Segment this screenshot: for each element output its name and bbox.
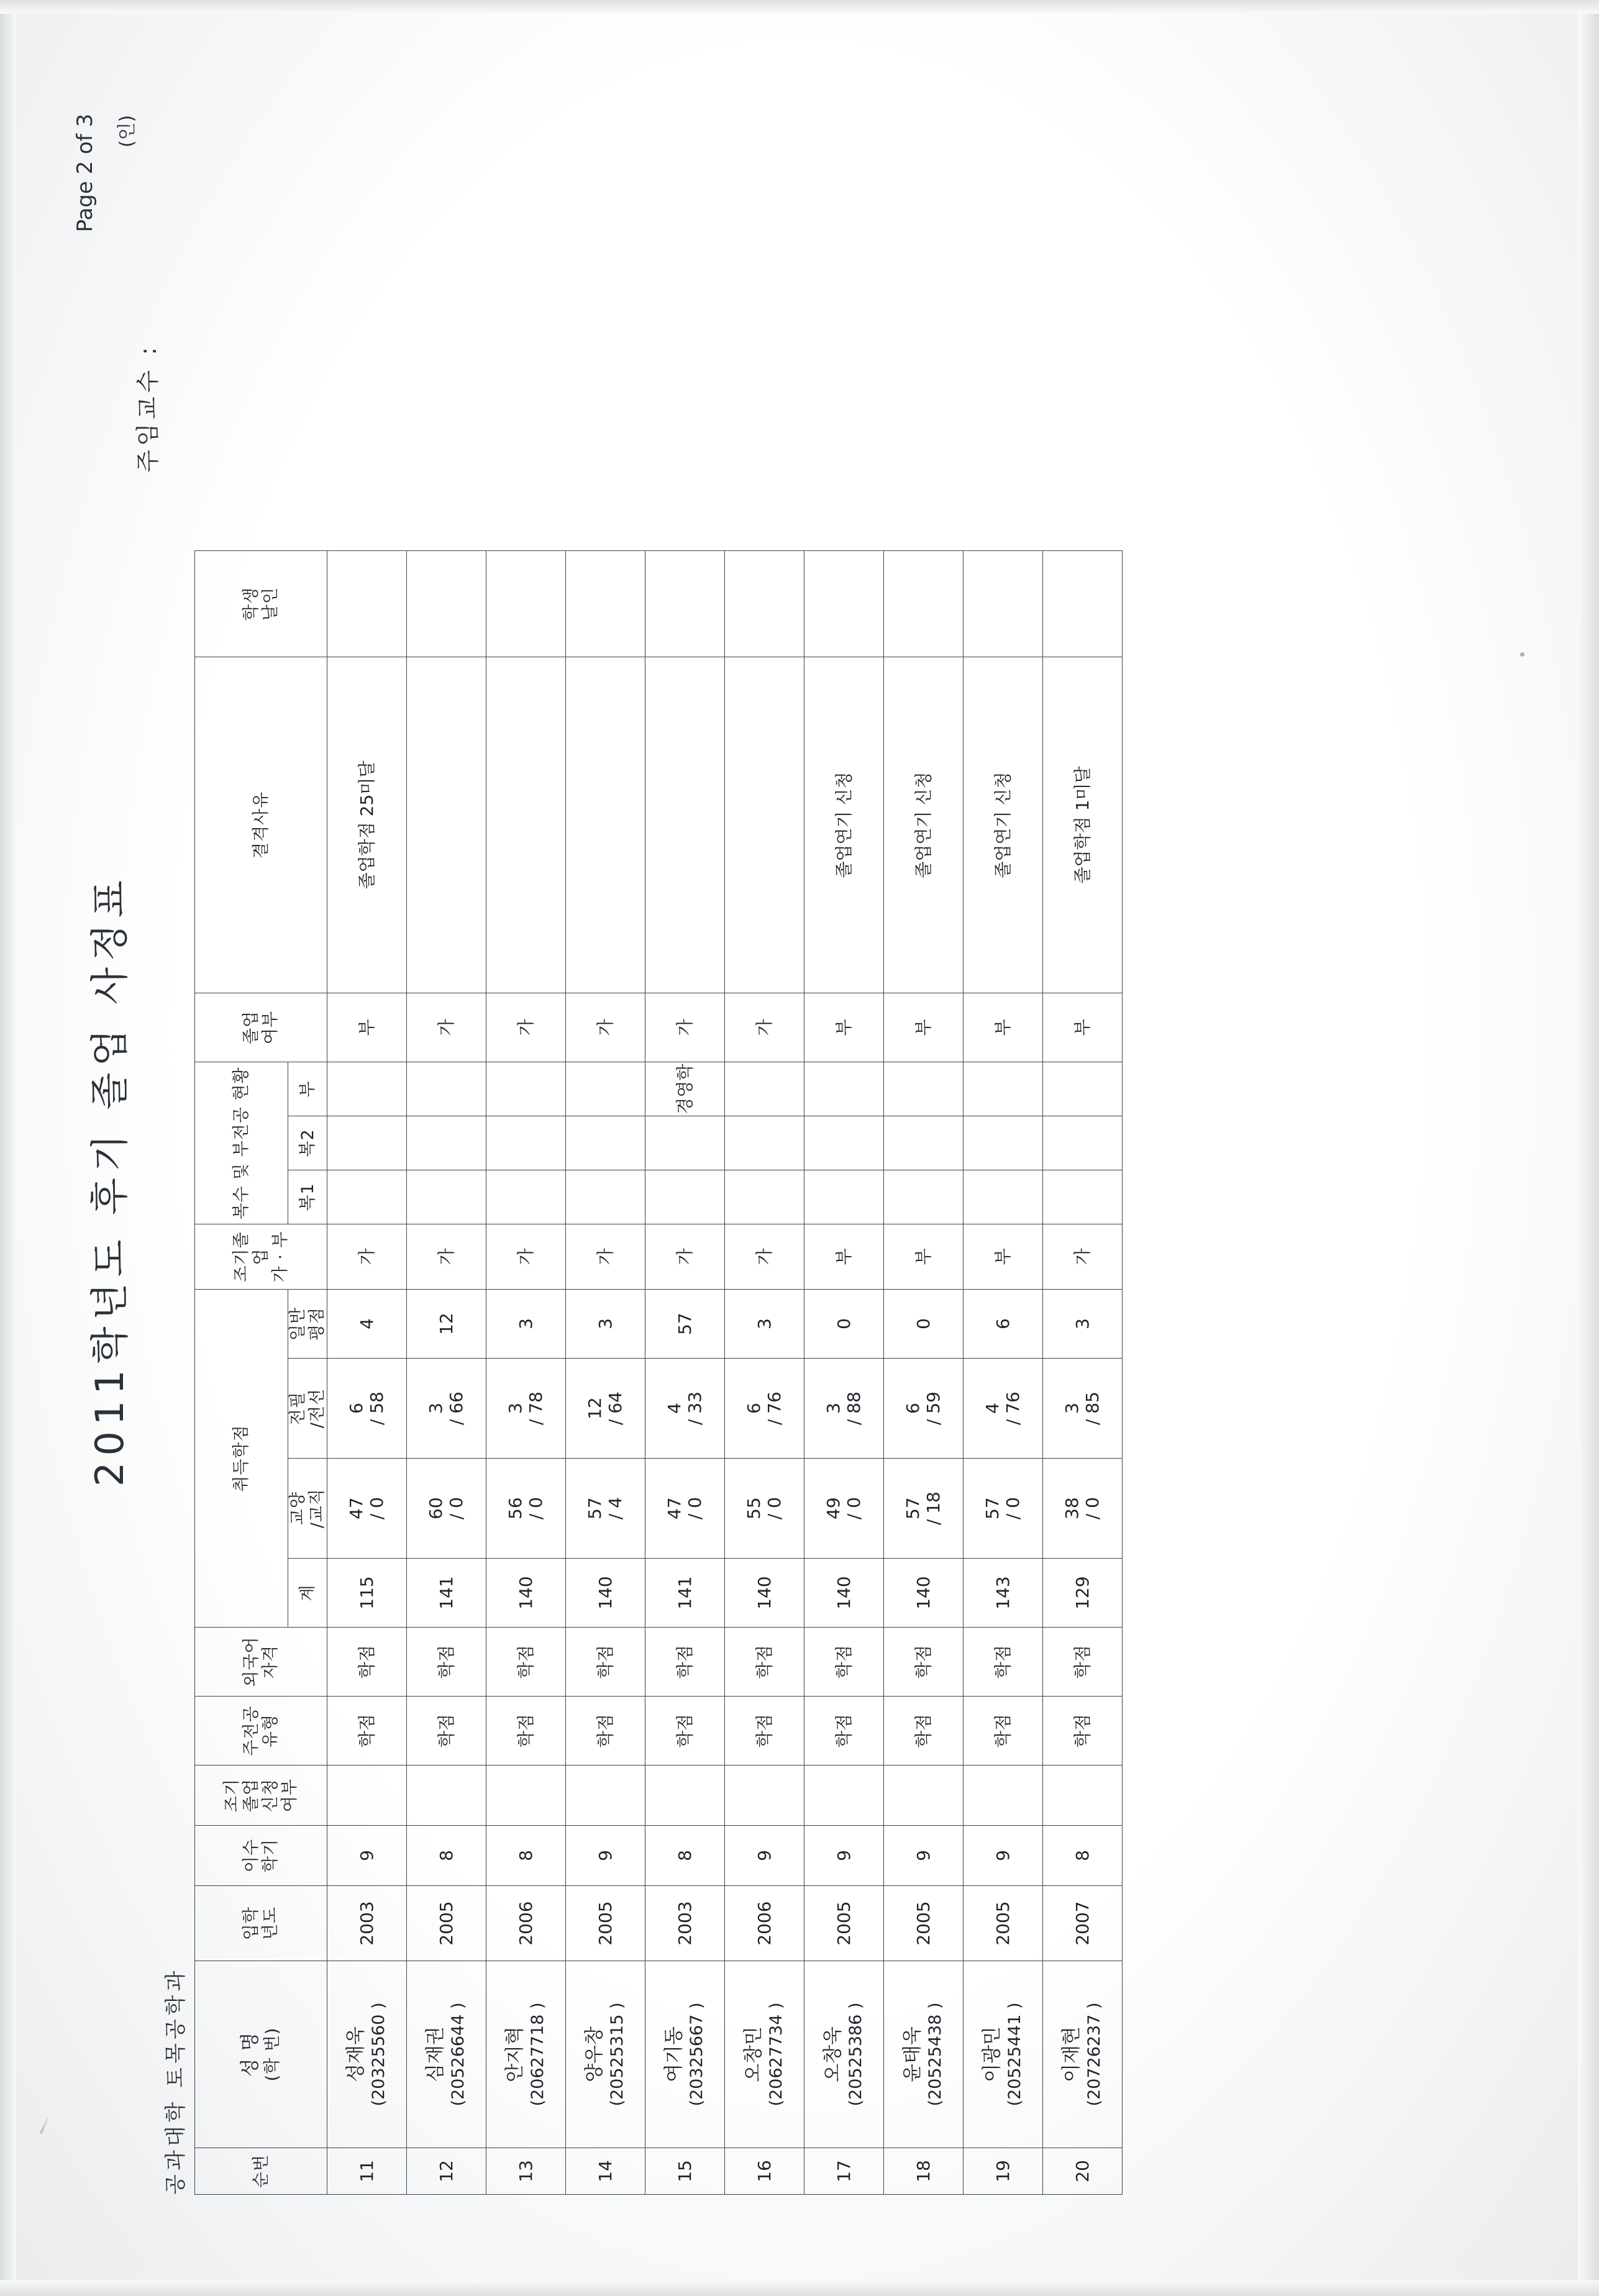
credits-general-den: / 76 (1002, 1392, 1023, 1425)
cell-name (566, 1961, 645, 2148)
cell-semesters: 8 (645, 1826, 725, 1886)
cell-enroll-year: 2003 (645, 1886, 725, 1961)
cell-early-grad (327, 1765, 407, 1826)
cell-credits-general (964, 1359, 1043, 1459)
credits-general-den: / 66 (445, 1392, 467, 1425)
cell-reason (645, 657, 725, 993)
cell-name (486, 1961, 566, 2148)
col-minor: 부 (288, 1062, 327, 1116)
credits-major-den: / 4 (604, 1496, 626, 1520)
credits-major-den: / 0 (445, 1496, 467, 1520)
cell-credits-total: 140 (486, 1559, 566, 1628)
page-number: Page 2 of 3 (73, 114, 98, 232)
col-reason: 결격사유 (195, 657, 327, 993)
col-signature: 학생 날인 (195, 551, 327, 657)
cell-gpa: 4 (327, 1290, 407, 1359)
col-credits-group: 취득학점 (195, 1290, 288, 1628)
cell-grad-ok: 가 (725, 993, 804, 1062)
student-id: (20525315 ) (607, 2002, 627, 2107)
cell-semesters: 9 (566, 1826, 645, 1886)
cell-credits-total: 143 (964, 1559, 1043, 1628)
cell-no: 15 (645, 2148, 725, 2195)
cell-enroll-year: 2003 (327, 1886, 407, 1961)
cell-name (884, 1961, 964, 2148)
cell-credits-total: 140 (725, 1559, 804, 1628)
cell-semesters: 9 (725, 1826, 804, 1886)
cell-credits-major (1043, 1459, 1123, 1559)
cell-credits-general (327, 1359, 407, 1459)
cell-major-type: 학점 (486, 1697, 566, 1765)
table-header (195, 551, 327, 2195)
cell-minor: 경영학 (645, 1062, 725, 1116)
cell-early-ok: 부 (804, 1224, 884, 1290)
col-multi-major-group: 복수 및 부전공 현황 (195, 1062, 288, 1224)
cell-double-major-2 (964, 1116, 1043, 1170)
cell-early-grad (486, 1765, 566, 1826)
cell-double-major-2 (884, 1116, 964, 1170)
cell-double-major-1 (964, 1170, 1043, 1224)
cell-early-grad (566, 1765, 645, 1826)
student-name: 이광민 (981, 2026, 1004, 2082)
credits-major-num: 57 (585, 1497, 606, 1519)
cell-reason (486, 657, 566, 993)
cell-minor (725, 1062, 804, 1116)
col-semesters: 이수 학기 (195, 1826, 327, 1886)
cell-name (1043, 1961, 1123, 2148)
cell-credits-general (645, 1359, 725, 1459)
cell-enroll-year: 2005 (804, 1886, 884, 1961)
student-name: 성재욱 (345, 2026, 368, 2082)
student-name: 오창민 (742, 2026, 765, 2082)
col-major-type: 주전공 유형 (195, 1697, 327, 1765)
cell-signature (486, 551, 566, 657)
cell-credits-major (725, 1459, 804, 1559)
cell-signature (645, 551, 725, 657)
cell-no: 12 (407, 2148, 486, 2195)
student-name: 심재권 (424, 2026, 447, 2082)
cell-credits-general (884, 1359, 964, 1459)
cell-reason (566, 657, 645, 993)
student-id: (20525438 ) (925, 2002, 945, 2107)
cell-early-ok: 가 (725, 1224, 804, 1290)
cell-semesters: 8 (407, 1826, 486, 1886)
cell-no: 13 (486, 2148, 566, 2195)
cell-reason: 졸업연기 신청 (964, 657, 1043, 993)
cell-credits-total: 141 (645, 1559, 725, 1628)
scan-edge-right (1578, 0, 1599, 2296)
cell-no: 20 (1043, 2148, 1123, 2195)
cell-lang-cert: 학점 (566, 1628, 645, 1697)
cell-credits-general (566, 1359, 645, 1459)
credits-major-num: 55 (744, 1497, 765, 1519)
cell-early-grad (964, 1765, 1043, 1826)
cell-double-major-2 (486, 1116, 566, 1170)
cell-minor (804, 1062, 884, 1116)
cell-early-grad (645, 1765, 725, 1826)
cell-early-ok: 부 (884, 1224, 964, 1290)
cell-double-major-2 (566, 1116, 645, 1170)
cell-credits-general (804, 1359, 884, 1459)
cell-credits-general (725, 1359, 804, 1459)
cell-reason: 졸업학점 25미달 (327, 657, 407, 993)
credits-major-den: / 0 (1002, 1496, 1023, 1520)
cell-reason: 졸업연기 신청 (804, 657, 884, 993)
cell-semesters: 9 (964, 1826, 1043, 1886)
cell-gpa: 0 (804, 1290, 884, 1359)
cell-credits-major (645, 1459, 725, 1559)
credits-general-num: 6 (346, 1403, 367, 1414)
cell-reason: 졸업학점 1미달 (1043, 657, 1123, 993)
cell-double-major-1 (486, 1170, 566, 1224)
cell-gpa: 3 (1043, 1290, 1123, 1359)
cell-double-major-2 (725, 1116, 804, 1170)
cell-grad-ok: 가 (566, 993, 645, 1062)
cell-name (725, 1961, 804, 2148)
cell-major-type: 학점 (725, 1697, 804, 1765)
cell-gpa: 6 (964, 1290, 1043, 1359)
credits-general-num: 3 (823, 1403, 844, 1414)
table-row (645, 551, 725, 2195)
cell-early-grad (884, 1765, 964, 1826)
cell-early-grad (725, 1765, 804, 1826)
credits-major-num: 38 (1062, 1497, 1083, 1519)
cell-grad-ok: 가 (407, 993, 486, 1062)
cell-credits-total: 140 (804, 1559, 884, 1628)
cell-minor (566, 1062, 645, 1116)
cell-double-major-1 (804, 1170, 884, 1224)
cell-early-grad (804, 1765, 884, 1826)
table-row (964, 551, 1043, 2195)
table-body (327, 551, 1123, 2195)
student-name: 이재현 (1060, 2026, 1083, 2082)
student-id: (20325560 ) (368, 2002, 388, 2107)
cell-semesters: 8 (1043, 1826, 1123, 1886)
cell-gpa: 12 (407, 1290, 486, 1359)
student-name: 오창욱 (822, 2026, 845, 2082)
col-name-main: 성 명 (239, 2031, 262, 2077)
cell-credits-major (566, 1459, 645, 1559)
col-double-major-2: 복2 (288, 1116, 327, 1170)
cell-lang-cert: 학점 (964, 1628, 1043, 1697)
cell-lang-cert: 학점 (407, 1628, 486, 1697)
cell-major-type: 학점 (884, 1697, 964, 1765)
cell-minor (327, 1062, 407, 1116)
unit-label: (인) (116, 115, 138, 148)
cell-credits-general (1043, 1359, 1123, 1459)
credits-major-num: 56 (505, 1497, 526, 1519)
cell-lang-cert: 학점 (1043, 1628, 1123, 1697)
cell-lang-cert: 학점 (327, 1628, 407, 1697)
cell-major-type: 학점 (1043, 1697, 1123, 1765)
credits-major-num: 60 (426, 1497, 447, 1519)
cell-double-major-1 (884, 1170, 964, 1224)
cell-name (645, 1961, 725, 2148)
cell-credits-major (964, 1459, 1043, 1559)
credits-major-num: 49 (823, 1497, 844, 1519)
col-name-id: (학 번) (263, 2027, 283, 2082)
cell-credits-major (407, 1459, 486, 1559)
document-body (54, 76, 1545, 2220)
credits-general-num: 6 (744, 1403, 765, 1414)
credits-general-den: / 59 (922, 1392, 944, 1425)
col-enroll-year: 입학 년도 (195, 1886, 327, 1961)
table-row (884, 551, 964, 2195)
student-name: 안지혁 (504, 2026, 527, 2082)
credits-general-num: 3 (426, 1403, 447, 1414)
cell-no: 17 (804, 2148, 884, 2195)
page-title: 2011학년도 후기 졸업 사정표 (87, 874, 132, 1487)
cell-grad-ok: 부 (964, 993, 1043, 1062)
cell-credits-total: 141 (407, 1559, 486, 1628)
col-gpa: 일반 평점 (288, 1290, 327, 1359)
cell-double-major-1 (1043, 1170, 1123, 1224)
cell-double-major-2 (804, 1116, 884, 1170)
cell-credits-total: 115 (327, 1559, 407, 1628)
cell-minor (884, 1062, 964, 1116)
cell-gpa: 3 (725, 1290, 804, 1359)
cell-no: 14 (566, 2148, 645, 2195)
cell-name (407, 1961, 486, 2148)
table-row (407, 551, 486, 2195)
header-row-1 (195, 551, 288, 2195)
scan-edge-top (0, 0, 1599, 14)
cell-double-major-2 (1043, 1116, 1123, 1170)
cell-early-ok: 가 (645, 1224, 725, 1290)
cell-double-major-2 (407, 1116, 486, 1170)
credits-major-den: / 0 (525, 1496, 546, 1520)
cell-early-ok: 가 (1043, 1224, 1123, 1290)
table-row (566, 551, 645, 2195)
cell-minor (486, 1062, 566, 1116)
credits-general-den: / 78 (525, 1392, 546, 1425)
cell-minor (964, 1062, 1043, 1116)
col-name (195, 1961, 327, 2148)
cell-semesters: 9 (804, 1826, 884, 1886)
professor-label: 주임교수 : (134, 344, 162, 473)
cell-credits-total: 129 (1043, 1559, 1123, 1628)
cell-name (964, 1961, 1043, 2148)
cell-signature (804, 551, 884, 657)
col-credits-major: 교양 /교직 (288, 1459, 327, 1559)
credits-general-den: / 64 (604, 1392, 626, 1425)
cell-lang-cert: 학점 (725, 1628, 804, 1697)
cell-credits-general (407, 1359, 486, 1459)
cell-reason (407, 657, 486, 993)
credits-general-num: 12 (585, 1397, 606, 1419)
credits-major-num: 57 (982, 1497, 1003, 1519)
scan-edge-left (0, 0, 16, 2296)
cell-double-major-1 (566, 1170, 645, 1224)
credits-major-num: 47 (664, 1497, 685, 1519)
graduation-assessment-table (194, 550, 1123, 2195)
cell-enroll-year: 2006 (725, 1886, 804, 1961)
cell-semesters: 9 (884, 1826, 964, 1886)
student-name: 윤태욱 (901, 2026, 924, 2082)
cell-early-grad (407, 1765, 486, 1826)
credits-major-num: 57 (903, 1497, 924, 1519)
cell-lang-cert: 학점 (486, 1628, 566, 1697)
cell-credits-major (486, 1459, 566, 1559)
cell-gpa: 3 (566, 1290, 645, 1359)
cell-credits-total: 140 (884, 1559, 964, 1628)
cell-gpa: 0 (884, 1290, 964, 1359)
cell-major-type: 학점 (804, 1697, 884, 1765)
pen-mark: ৴ (35, 2110, 52, 2141)
cell-double-major-1 (725, 1170, 804, 1224)
cell-name (804, 1961, 884, 2148)
col-early-ok: 조기졸업 가 · 부 (195, 1224, 327, 1290)
cell-semesters: 8 (486, 1826, 566, 1886)
cell-double-major-1 (327, 1170, 407, 1224)
col-grad-ok: 졸업 여부 (195, 993, 327, 1062)
credits-general-num: 4 (982, 1403, 1003, 1414)
cell-early-grad (1043, 1765, 1123, 1826)
col-no: 순번 (195, 2148, 327, 2195)
cell-grad-ok: 부 (327, 993, 407, 1062)
cell-major-type: 학점 (327, 1697, 407, 1765)
cell-name (327, 1961, 407, 2148)
cell-major-type: 학점 (964, 1697, 1043, 1765)
cell-credits-major (804, 1459, 884, 1559)
cell-early-ok: 가 (566, 1224, 645, 1290)
cell-major-type: 학점 (645, 1697, 725, 1765)
credits-major-num: 47 (346, 1497, 367, 1519)
cell-double-major-2 (645, 1116, 725, 1170)
credits-general-den: / 76 (763, 1392, 785, 1425)
student-id: (20325667 ) (686, 2002, 706, 2107)
cell-minor (407, 1062, 486, 1116)
cell-double-major-2 (327, 1116, 407, 1170)
col-credits-general: 전필 /전선 (288, 1359, 327, 1459)
cell-signature (566, 551, 645, 657)
student-id: (20525386 ) (845, 2002, 865, 2107)
department-label: 공과대학 토목공학과 (163, 1967, 188, 2195)
cell-grad-ok: 부 (884, 993, 964, 1062)
cell-major-type: 학점 (566, 1697, 645, 1765)
cell-double-major-1 (407, 1170, 486, 1224)
cell-signature (407, 551, 486, 657)
student-name: 여기동 (663, 2026, 686, 2082)
cell-enroll-year: 2005 (884, 1886, 964, 1961)
cell-major-type: 학점 (407, 1697, 486, 1765)
cell-reason: 졸업연기 신청 (884, 657, 964, 993)
cell-grad-ok: 부 (1043, 993, 1123, 1062)
cell-credits-major (884, 1459, 964, 1559)
credits-major-den: / 18 (922, 1492, 944, 1525)
student-id: (20627734 ) (766, 2002, 786, 2107)
cell-reason (725, 657, 804, 993)
col-double-major-1: 복1 (288, 1170, 327, 1224)
cell-lang-cert: 학점 (884, 1628, 964, 1697)
cell-enroll-year: 2005 (566, 1886, 645, 1961)
cell-grad-ok: 부 (804, 993, 884, 1062)
credits-general-den: / 88 (843, 1392, 864, 1425)
student-id: (20627718 ) (527, 2002, 547, 2107)
table-row (725, 551, 804, 2195)
table-row (486, 551, 566, 2195)
table-row (804, 551, 884, 2195)
scan-edge-bottom (0, 2280, 1599, 2296)
cell-no: 19 (964, 2148, 1043, 2195)
cell-early-ok: 가 (407, 1224, 486, 1290)
credits-major-den: / 0 (684, 1496, 705, 1520)
cell-early-ok: 가 (327, 1224, 407, 1290)
credits-major-den: / 0 (843, 1496, 864, 1520)
col-credits-total: 계 (288, 1559, 327, 1628)
credits-general-den: / 58 (366, 1392, 387, 1425)
table-row (327, 551, 407, 2195)
credits-general-den: / 85 (1082, 1392, 1103, 1425)
student-id: (20726237 ) (1084, 2002, 1104, 2107)
cell-no: 11 (327, 2148, 407, 2195)
cell-grad-ok: 가 (645, 993, 725, 1062)
cell-grad-ok: 가 (486, 993, 566, 1062)
cell-lang-cert: 학점 (804, 1628, 884, 1697)
cell-signature (1043, 551, 1123, 657)
table-row (1043, 551, 1123, 2195)
cell-credits-general (486, 1359, 566, 1459)
credits-major-den: / 0 (1082, 1496, 1103, 1520)
cell-enroll-year: 2005 (964, 1886, 1043, 1961)
cell-gpa: 57 (645, 1290, 725, 1359)
credits-general-num: 3 (1062, 1403, 1083, 1414)
credits-general-den: / 33 (684, 1392, 705, 1425)
cell-double-major-1 (645, 1170, 725, 1224)
cell-early-ok: 부 (964, 1224, 1043, 1290)
cell-signature (725, 551, 804, 657)
credits-general-num: 3 (505, 1403, 526, 1414)
cell-credits-major (327, 1459, 407, 1559)
cell-credits-total: 140 (566, 1559, 645, 1628)
cell-no: 18 (884, 2148, 964, 2195)
cell-lang-cert: 학점 (645, 1628, 725, 1697)
credits-major-den: / 0 (366, 1496, 387, 1520)
cell-enroll-year: 2005 (407, 1886, 486, 1961)
student-name: 양우창 (583, 2026, 606, 2082)
col-early-grad-apply: 조기 졸업 신청 여부 (195, 1765, 327, 1826)
cell-signature (327, 551, 407, 657)
credits-general-num: 6 (903, 1403, 924, 1414)
credits-general-num: 4 (664, 1403, 685, 1414)
cell-no: 16 (725, 2148, 804, 2195)
credits-major-den: / 0 (763, 1496, 785, 1520)
cell-signature (964, 551, 1043, 657)
student-id: (20525441 ) (1004, 2002, 1024, 2107)
student-id: (20526644 ) (448, 2002, 468, 2107)
cell-enroll-year: 2006 (486, 1886, 566, 1961)
col-lang-cert: 외국어 자격 (195, 1628, 327, 1697)
cell-semesters: 9 (327, 1826, 407, 1886)
cell-early-ok: 가 (486, 1224, 566, 1290)
cell-signature (884, 551, 964, 657)
cell-enroll-year: 2007 (1043, 1886, 1123, 1961)
cell-minor (1043, 1062, 1123, 1116)
cell-gpa: 3 (486, 1290, 566, 1359)
